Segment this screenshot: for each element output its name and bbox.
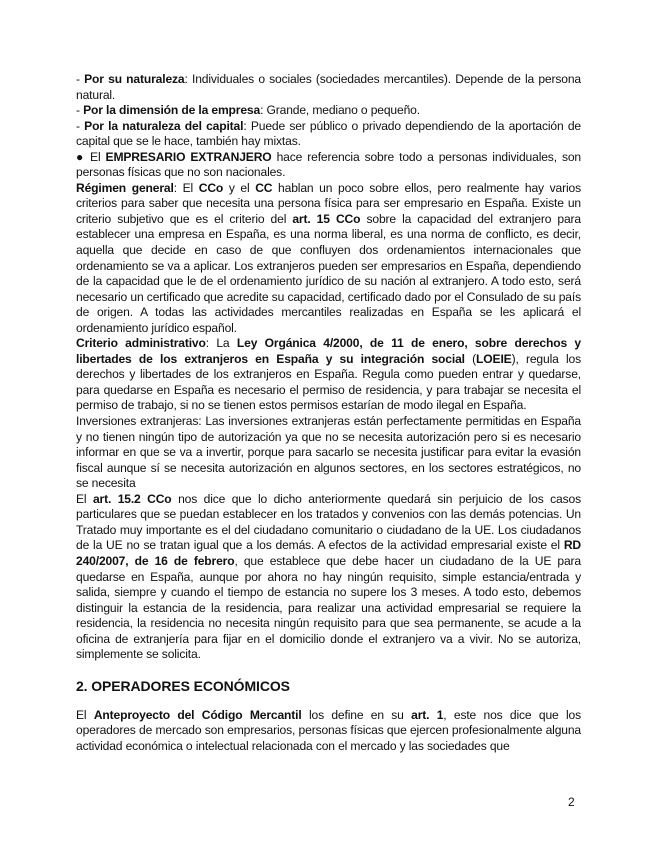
paragraph-capital [76, 119, 581, 150]
text-run: ), regula los derechos y libertades de los extranjeros en España. Regula como pueden entrar y quedarse, para quedarse en España es necesario el permiso de residencia, y para trabajar se necesita el permiso de trabajo, si no se tienen estos permisos estarían de modo ilegal en España. [76, 351, 581, 413]
bold-text-run: Anteproyecto del Código Mercantil [93, 707, 302, 722]
paragraph-empresario-extranjero [76, 150, 581, 181]
bold-text-run: Criterio administrativo [76, 336, 206, 351]
bold-text-run: art. 1 [411, 707, 444, 722]
text-run: - [76, 103, 84, 118]
text-run: hace referencia sobre todo a personas individuales, son personas físicas que no son nacionales. [76, 149, 581, 180]
text-run: sobre la capacidad del extranjero para establecer una empresa en España, es una norma liberal, es una norma de conflicto, es decir, aquella que decide en caso de que confluyen dos ordenamientos internacionales que ordenamiento se va a aplicar. Los extranjeros pueden ser empresarios en España, dependiendo de la capacidad que le de el ordenamiento jurídico de su nación al extranjero. A todo esto, será necesario un certificado que acredite su capacidad, certificado dado por el Consulado de su país de origen. A todas las actividades mercantiles realizadas en España se les aplicará el ordenamiento jurídico español. [76, 211, 582, 335]
paragraph-art-15-2 [76, 492, 581, 663]
bold-text-run: LOEIE [476, 351, 512, 366]
paragraph-anteproyecto [76, 708, 581, 755]
text-run: Inversiones extranjeras: Las inversiones extranjeras están perfectamente permitidas en España y no tienen ningún tipo de autorización ya que no se necesita autorización pero si es necesario informar en que se va a invertir, porque para sacarlo se necesita justificar para evitar la evasión fiscal aunque sí se necesita autorización en algunos sectores, en los sectores estratégicos, no se necesita [76, 414, 581, 491]
bold-text-run: art. 15.2 CCo [92, 491, 172, 506]
paragraph-regimen-general [76, 181, 581, 336]
text-run: : La [205, 336, 237, 351]
bold-text-run: CCo [198, 180, 224, 195]
text-run: y el [223, 180, 256, 195]
page-number: 2 [568, 795, 575, 809]
text-run: : Puede ser público o privado dependiendo de la aportación de capital que se le hace, también hay mixtas. [76, 118, 581, 149]
text-run: , este nos dice que los operadores de mercado son empresarios, personas físicas que ejercen profesionalmente alguna actividad económica o intelectual relacionada con el mercado y las sociedades que [76, 707, 581, 753]
text-run: , que establece que debe hacer un ciudadano de la UE para quedarse en España, aunque por ahora no hay ningún requisito, simple estancia/entrada y salida, siempre y cuando el tiempo de estancia no supere los 3 meses. A todo esto, debemos distinguir la estancia de la residencia, para realizar una actividad empresarial se requiere la residencia, la residencia no necesita ningún requisito para que sea permanente, se acude a la oficina de extranjería para fijar en el domicilio donde el extranjero va a vivir. No se autoriza, simplemente se solicita. [76, 553, 581, 662]
text-run: : El [173, 180, 199, 195]
text-run: - [76, 72, 85, 86]
text-run: : Individuales o sociales (sociedades mercantiles). Depende de la persona natural. [76, 72, 582, 102]
text-run: - [76, 118, 85, 133]
text-run: El [76, 491, 93, 506]
text-run: hablan un poco sobre ellos, pero realmente hay varios criterios para saber que necesita una persona física para ser empresario en España. Existe un criterio subjetivo que es el criterio del [76, 180, 582, 226]
bold-text-run: Régimen general [76, 180, 174, 195]
bold-text-run: EMPRESARIO EXTRANJERO [105, 149, 272, 164]
bold-text-run: Por la dimensión de la empresa [83, 103, 261, 118]
bold-text-run: Por su naturaleza [84, 72, 185, 86]
body-text-section-2 [76, 708, 581, 755]
text-run: El [76, 707, 94, 722]
text-run: ( [464, 351, 477, 366]
document-page [76, 72, 581, 754]
paragraph-inversiones-extranjeras [76, 414, 581, 492]
text-run: nos dice que lo dicho anteriormente quedará sin perjuicio de los casos particulares que se puedan establecer en los tratados y convenios con las demás potencias. Un Tratado muy importante es el del ciudadano comunitario o ciudadano de la UE. Los ciudadanos de la UE no se tratan igual que a los demás. A efectos de la actividad empresarial existe el [76, 491, 581, 553]
body-text-section-1 [76, 72, 581, 663]
paragraph-dimension [76, 103, 581, 119]
paragraph-naturaleza [76, 72, 581, 103]
text-run: : Grande, mediano o pequeño. [260, 103, 420, 118]
bold-text-run: CC [255, 180, 273, 195]
bold-text-run: art. 15 CCo [292, 211, 361, 226]
text-run: ● El [76, 149, 106, 164]
bold-text-run: Por la naturaleza del capital [84, 118, 244, 133]
section-heading: 2. OPERADORES ECONÓMICOS [76, 677, 290, 694]
text-run: los define en su [301, 707, 412, 722]
bold-text-run: RD 240/2007, de 16 de febrero [76, 538, 581, 568]
bold-text-run: Ley Orgánica 4/2000, de 11 de enero, sobre derechos y libertades de los extranjeros en España y su integración social [76, 336, 581, 366]
paragraph-criterio-administrativo [76, 336, 581, 414]
